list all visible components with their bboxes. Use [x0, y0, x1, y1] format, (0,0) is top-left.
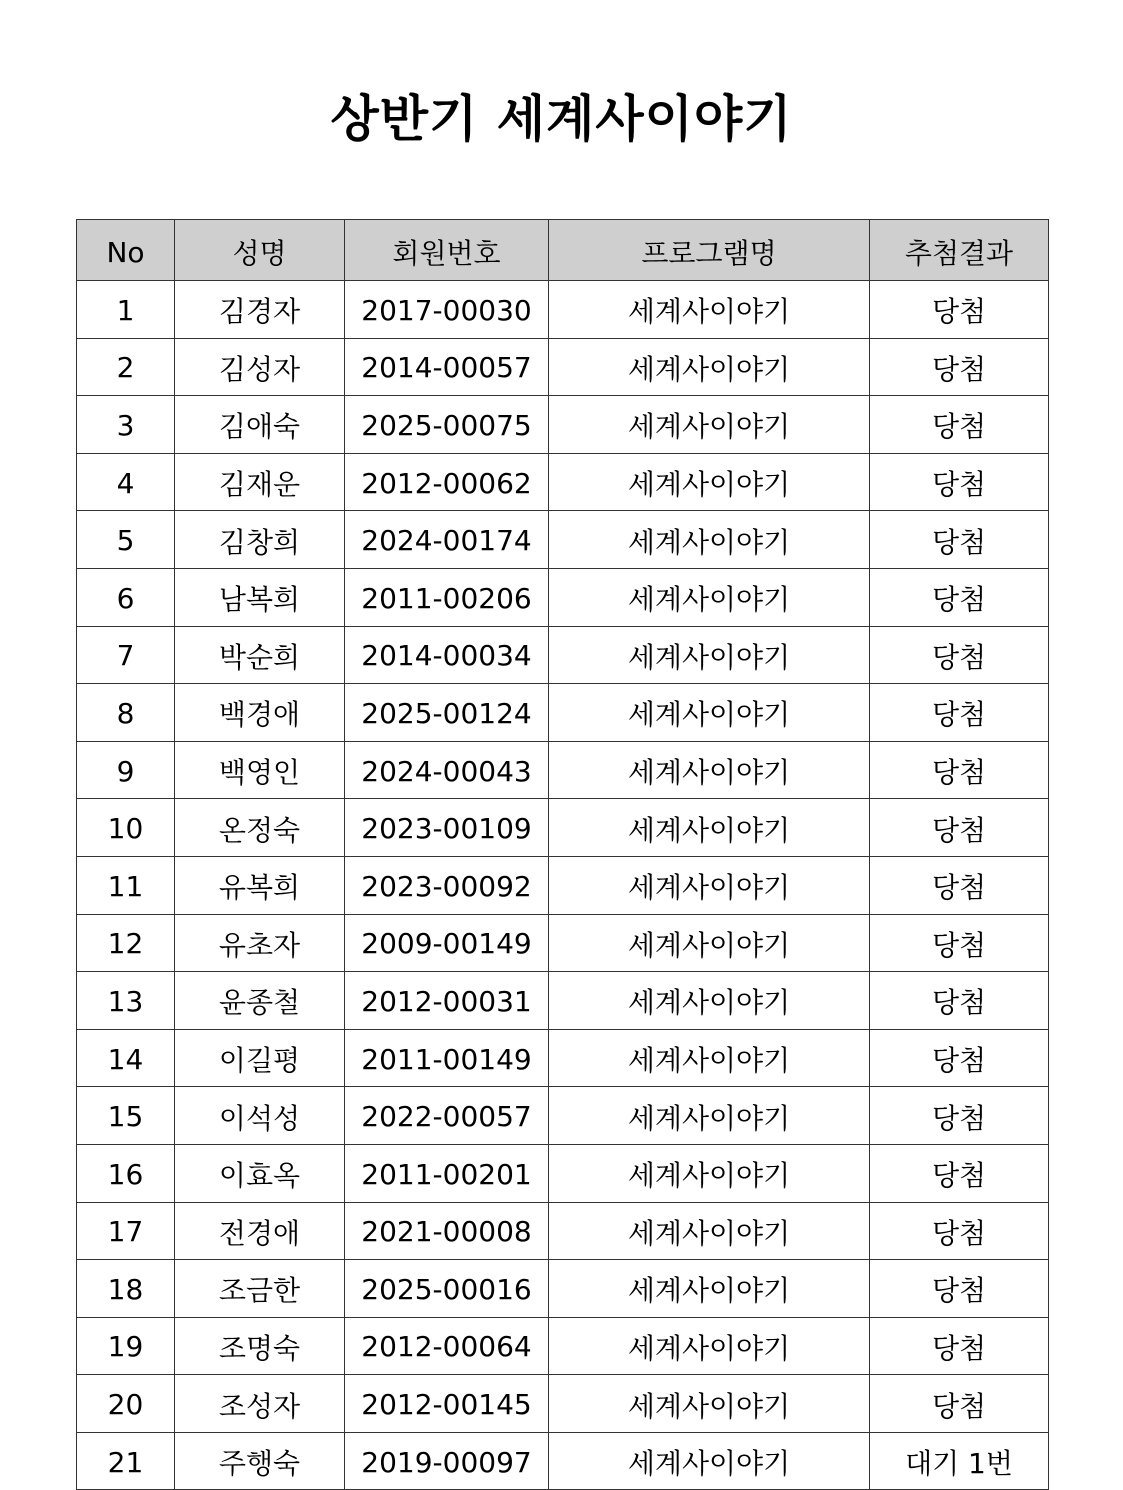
table-row [77, 626, 1049, 684]
program-name-cell: 세계사이야기 [549, 1144, 870, 1202]
name-cell: 김창희 [175, 511, 345, 569]
row-number-cell: 5 [77, 511, 175, 569]
result-cell: 당첨 [870, 799, 1049, 857]
name-cell: 조명숙 [175, 1317, 345, 1375]
row-number-cell: 10 [77, 799, 175, 857]
column-header-program: 프로그램명 [549, 220, 870, 281]
result-cell: 당첨 [870, 453, 1049, 511]
row-number-cell: 4 [77, 453, 175, 511]
member-id-cell: 2022-00057 [345, 1087, 549, 1145]
result-cell: 당첨 [870, 338, 1049, 396]
name-cell: 전경애 [175, 1202, 345, 1260]
table-row [77, 1432, 1049, 1490]
member-id-cell: 2024-00174 [345, 511, 549, 569]
member-id-cell: 2025-00124 [345, 684, 549, 742]
name-cell: 김재운 [175, 453, 345, 511]
result-cell: 당첨 [870, 511, 1049, 569]
result-cell: 당첨 [870, 684, 1049, 742]
table-row [77, 281, 1049, 339]
result-cell: 당첨 [870, 1202, 1049, 1260]
result-cell: 당첨 [870, 281, 1049, 339]
program-name-cell: 세계사이야기 [549, 1317, 870, 1375]
row-number-cell: 20 [77, 1375, 175, 1433]
program-name-cell: 세계사이야기 [549, 914, 870, 972]
table-row [77, 1317, 1049, 1375]
name-cell: 윤종철 [175, 972, 345, 1030]
result-cell: 당첨 [870, 1317, 1049, 1375]
program-name-cell: 세계사이야기 [549, 453, 870, 511]
table-row [77, 856, 1049, 914]
name-cell: 김애숙 [175, 396, 345, 454]
table-row [77, 1260, 1049, 1318]
row-number-cell: 8 [77, 684, 175, 742]
row-number-cell: 19 [77, 1317, 175, 1375]
row-number-cell: 16 [77, 1144, 175, 1202]
member-id-cell: 2014-00057 [345, 338, 549, 396]
page-title: 상반기 세계사이야기 [330, 90, 793, 148]
member-id-cell: 2012-00064 [345, 1317, 549, 1375]
row-number-cell: 21 [77, 1432, 175, 1490]
program-name-cell: 세계사이야기 [549, 281, 870, 339]
program-name-cell: 세계사이야기 [549, 972, 870, 1030]
column-header-result: 추첨결과 [870, 220, 1049, 281]
member-id-cell: 2012-00145 [345, 1375, 549, 1433]
result-cell: 당첨 [870, 396, 1049, 454]
name-cell: 유복희 [175, 856, 345, 914]
result-cell: 당첨 [870, 1375, 1049, 1433]
table-row [77, 453, 1049, 511]
row-number-cell: 17 [77, 1202, 175, 1260]
program-name-cell: 세계사이야기 [549, 568, 870, 626]
program-name-cell: 세계사이야기 [549, 1029, 870, 1087]
program-name-cell: 세계사이야기 [549, 511, 870, 569]
member-id-cell: 2025-00016 [345, 1260, 549, 1318]
name-cell: 주행숙 [175, 1432, 345, 1490]
program-name-cell: 세계사이야기 [549, 799, 870, 857]
column-header-name: 성명 [175, 220, 345, 281]
row-number-cell: 2 [77, 338, 175, 396]
result-cell: 당첨 [870, 626, 1049, 684]
name-cell: 백영인 [175, 741, 345, 799]
name-cell: 온정숙 [175, 799, 345, 857]
member-id-cell: 2012-00031 [345, 972, 549, 1030]
member-id-cell: 2025-00075 [345, 396, 549, 454]
lottery-results-table [76, 219, 1049, 1490]
row-number-cell: 3 [77, 396, 175, 454]
table-row [77, 396, 1049, 454]
program-name-cell: 세계사이야기 [549, 1087, 870, 1145]
table-row [77, 972, 1049, 1030]
member-id-cell: 2011-00149 [345, 1029, 549, 1087]
member-id-cell: 2024-00043 [345, 741, 549, 799]
name-cell: 박순희 [175, 626, 345, 684]
column-header-member-id: 회원번호 [345, 220, 549, 281]
table-row [77, 1202, 1049, 1260]
program-name-cell: 세계사이야기 [549, 1202, 870, 1260]
result-cell: 당첨 [870, 568, 1049, 626]
result-cell: 당첨 [870, 856, 1049, 914]
table-row [77, 799, 1049, 857]
name-cell: 김경자 [175, 281, 345, 339]
table-row [77, 568, 1049, 626]
result-cell: 당첨 [870, 972, 1049, 1030]
row-number-cell: 14 [77, 1029, 175, 1087]
row-number-cell: 12 [77, 914, 175, 972]
table-row [77, 1144, 1049, 1202]
result-cell: 당첨 [870, 1029, 1049, 1087]
program-name-cell: 세계사이야기 [549, 684, 870, 742]
row-number-cell: 7 [77, 626, 175, 684]
result-cell: 당첨 [870, 914, 1049, 972]
table-row [77, 684, 1049, 742]
member-id-cell: 2011-00206 [345, 568, 549, 626]
name-cell: 이석성 [175, 1087, 345, 1145]
table-header-row [77, 220, 1049, 281]
result-cell: 당첨 [870, 1260, 1049, 1318]
table-row [77, 338, 1049, 396]
member-id-cell: 2012-00062 [345, 453, 549, 511]
member-id-cell: 2011-00201 [345, 1144, 549, 1202]
name-cell: 유초자 [175, 914, 345, 972]
program-name-cell: 세계사이야기 [549, 1260, 870, 1318]
member-id-cell: 2019-00097 [345, 1432, 549, 1490]
name-cell: 백경애 [175, 684, 345, 742]
table-body [77, 281, 1049, 1490]
column-header-no: No [77, 220, 175, 281]
program-name-cell: 세계사이야기 [549, 626, 870, 684]
program-name-cell: 세계사이야기 [549, 338, 870, 396]
name-cell: 조성자 [175, 1375, 345, 1433]
program-name-cell: 세계사이야기 [549, 741, 870, 799]
row-number-cell: 1 [77, 281, 175, 339]
row-number-cell: 15 [77, 1087, 175, 1145]
name-cell: 이효옥 [175, 1144, 345, 1202]
table-row [77, 914, 1049, 972]
program-name-cell: 세계사이야기 [549, 1432, 870, 1490]
name-cell: 이길평 [175, 1029, 345, 1087]
result-cell: 당첨 [870, 741, 1049, 799]
name-cell: 조금한 [175, 1260, 345, 1318]
program-name-cell: 세계사이야기 [549, 1375, 870, 1433]
member-id-cell: 2023-00109 [345, 799, 549, 857]
name-cell: 남복희 [175, 568, 345, 626]
row-number-cell: 9 [77, 741, 175, 799]
program-name-cell: 세계사이야기 [549, 396, 870, 454]
member-id-cell: 2014-00034 [345, 626, 549, 684]
name-cell: 김성자 [175, 338, 345, 396]
table-row [77, 511, 1049, 569]
row-number-cell: 13 [77, 972, 175, 1030]
member-id-cell: 2021-00008 [345, 1202, 549, 1260]
table-row [77, 1087, 1049, 1145]
row-number-cell: 18 [77, 1260, 175, 1318]
table-row [77, 1375, 1049, 1433]
result-cell: 당첨 [870, 1087, 1049, 1145]
member-id-cell: 2009-00149 [345, 914, 549, 972]
table-row [77, 1029, 1049, 1087]
result-cell: 당첨 [870, 1144, 1049, 1202]
table-row [77, 741, 1049, 799]
row-number-cell: 6 [77, 568, 175, 626]
member-id-cell: 2023-00092 [345, 856, 549, 914]
program-name-cell: 세계사이야기 [549, 856, 870, 914]
result-cell: 대기 1번 [870, 1432, 1049, 1490]
row-number-cell: 11 [77, 856, 175, 914]
member-id-cell: 2017-00030 [345, 281, 549, 339]
